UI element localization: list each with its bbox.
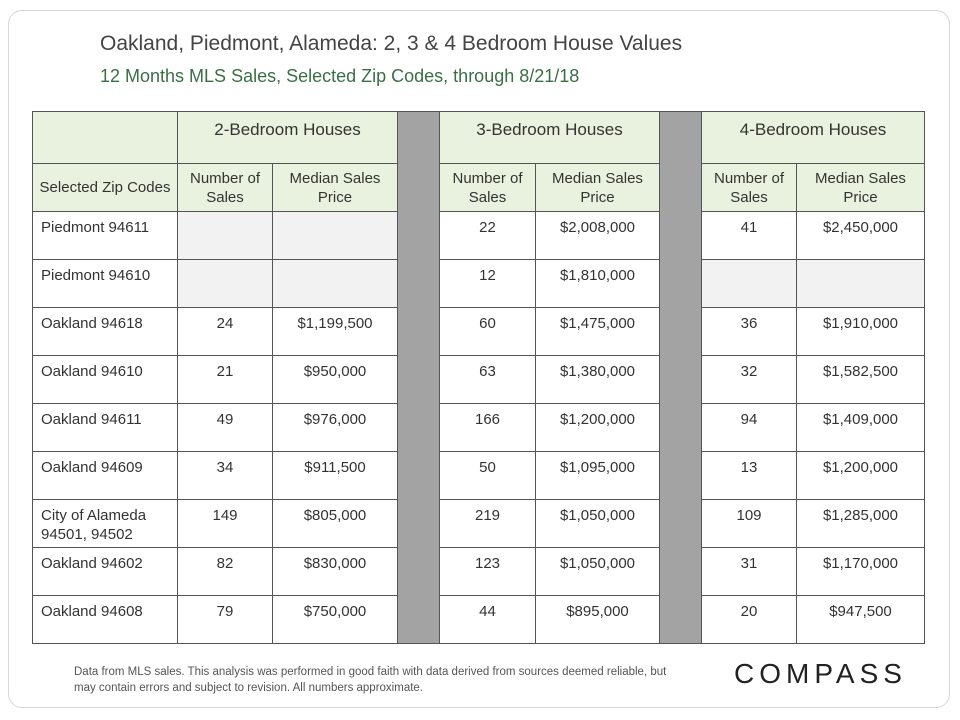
cell-4br-price: $1,582,500 [797, 356, 925, 404]
cell-3br-sales: 12 [440, 260, 536, 308]
cell-2br-price: $1,199,500 [273, 308, 398, 356]
cell-2br-sales: 21 [178, 356, 273, 404]
cell-3br-price: $895,000 [536, 596, 660, 644]
cell-4br-price: $1,409,000 [797, 404, 925, 452]
cell-2br-price: $950,000 [273, 356, 398, 404]
page-title: Oakland, Piedmont, Alameda: 2, 3 & 4 Bedroom House Values [100, 32, 683, 55]
cell-zip: Oakland 94608 [33, 596, 178, 644]
cell-4br-sales [702, 260, 797, 308]
cell-3br-sales: 219 [440, 500, 536, 548]
group-header-4br: 4-Bedroom Houses [702, 112, 925, 164]
cell-2br-sales [178, 260, 273, 308]
table-row [33, 308, 925, 356]
data-source-footnote: Data from MLS sales. This analysis was performed in good faith with data derived from sources deemed reliable, but may contain errors and subject to revision. All numbers approximate. [74, 666, 667, 694]
cell-4br-sales: 32 [702, 356, 797, 404]
cell-4br-price: $1,200,000 [797, 452, 925, 500]
cell-2br-sales: 149 [178, 500, 273, 548]
cell-4br-sales: 41 [702, 212, 797, 260]
table-row [33, 260, 925, 308]
cell-2br-sales [178, 212, 273, 260]
table-row [33, 356, 925, 404]
column-header-4br-sales: Number of Sales [702, 164, 797, 212]
column-header-2br-price: Median Sales Price [273, 164, 398, 212]
cell-3br-sales: 166 [440, 404, 536, 452]
column-header-zip: Selected Zip Codes [33, 164, 178, 212]
cell-4br-price: $1,170,000 [797, 548, 925, 596]
column-separator [398, 112, 440, 644]
cell-2br-price: $805,000 [273, 500, 398, 548]
cell-4br-price: $2,450,000 [797, 212, 925, 260]
cell-zip: Oakland 94602 [33, 548, 178, 596]
column-header-3br-sales: Number of Sales [440, 164, 536, 212]
cell-4br-sales: 13 [702, 452, 797, 500]
page-subtitle: 12 Months MLS Sales, Selected Zip Codes, through 8/21/18 [100, 66, 580, 86]
cell-4br-sales: 36 [702, 308, 797, 356]
cell-zip: Oakland 94610 [33, 356, 178, 404]
table-row [33, 500, 925, 548]
cell-3br-price: $2,008,000 [536, 212, 660, 260]
cell-zip: Oakland 94618 [33, 308, 178, 356]
cell-3br-sales: 123 [440, 548, 536, 596]
cell-2br-price: $750,000 [273, 596, 398, 644]
cell-4br-sales: 20 [702, 596, 797, 644]
cell-4br-sales: 94 [702, 404, 797, 452]
cell-4br-price: $1,910,000 [797, 308, 925, 356]
column-header-3br-price: Median Sales Price [536, 164, 660, 212]
cell-zip: Piedmont 94611 [33, 212, 178, 260]
blank-header-cell [33, 112, 178, 164]
cell-2br-sales: 82 [178, 548, 273, 596]
cell-3br-price: $1,095,000 [536, 452, 660, 500]
column-header-4br-price: Median Sales Price [797, 164, 925, 212]
cell-3br-price: $1,810,000 [536, 260, 660, 308]
table-row [33, 212, 925, 260]
cell-2br-price: $976,000 [273, 404, 398, 452]
cell-zip: Oakland 94611 [33, 404, 178, 452]
group-header-2br: 2-Bedroom Houses [178, 112, 398, 164]
cell-3br-price: $1,050,000 [536, 548, 660, 596]
cell-2br-sales: 49 [178, 404, 273, 452]
cell-2br-sales: 34 [178, 452, 273, 500]
cell-2br-price: $911,500 [273, 452, 398, 500]
table-body [33, 112, 925, 644]
cell-3br-sales: 63 [440, 356, 536, 404]
column-header-row [33, 164, 925, 212]
cell-3br-sales: 60 [440, 308, 536, 356]
cell-zip: City of Alameda 94501, 94502 [33, 500, 178, 548]
cell-4br-sales: 31 [702, 548, 797, 596]
table-row [33, 596, 925, 644]
group-header-row [33, 112, 925, 164]
column-separator [660, 112, 702, 644]
cell-4br-price: $1,285,000 [797, 500, 925, 548]
cell-3br-sales: 22 [440, 212, 536, 260]
cell-3br-sales: 44 [440, 596, 536, 644]
cell-2br-price: $830,000 [273, 548, 398, 596]
table-row [33, 452, 925, 500]
column-header-2br-sales: Number of Sales [178, 164, 273, 212]
table-row [33, 404, 925, 452]
cell-2br-price [273, 260, 398, 308]
cell-3br-price: $1,380,000 [536, 356, 660, 404]
house-values-table [32, 111, 925, 644]
cell-2br-price [273, 212, 398, 260]
table-row [33, 548, 925, 596]
cell-4br-price: $947,500 [797, 596, 925, 644]
cell-3br-price: $1,200,000 [536, 404, 660, 452]
cell-4br-price [797, 260, 925, 308]
cell-zip: Oakland 94609 [33, 452, 178, 500]
cell-2br-sales: 79 [178, 596, 273, 644]
cell-3br-price: $1,050,000 [536, 500, 660, 548]
cell-3br-sales: 50 [440, 452, 536, 500]
cell-3br-price: $1,475,000 [536, 308, 660, 356]
compass-logo: COMPASS [734, 658, 907, 689]
cell-2br-sales: 24 [178, 308, 273, 356]
group-header-3br: 3-Bedroom Houses [440, 112, 660, 164]
cell-zip: Piedmont 94610 [33, 260, 178, 308]
cell-4br-sales: 109 [702, 500, 797, 548]
